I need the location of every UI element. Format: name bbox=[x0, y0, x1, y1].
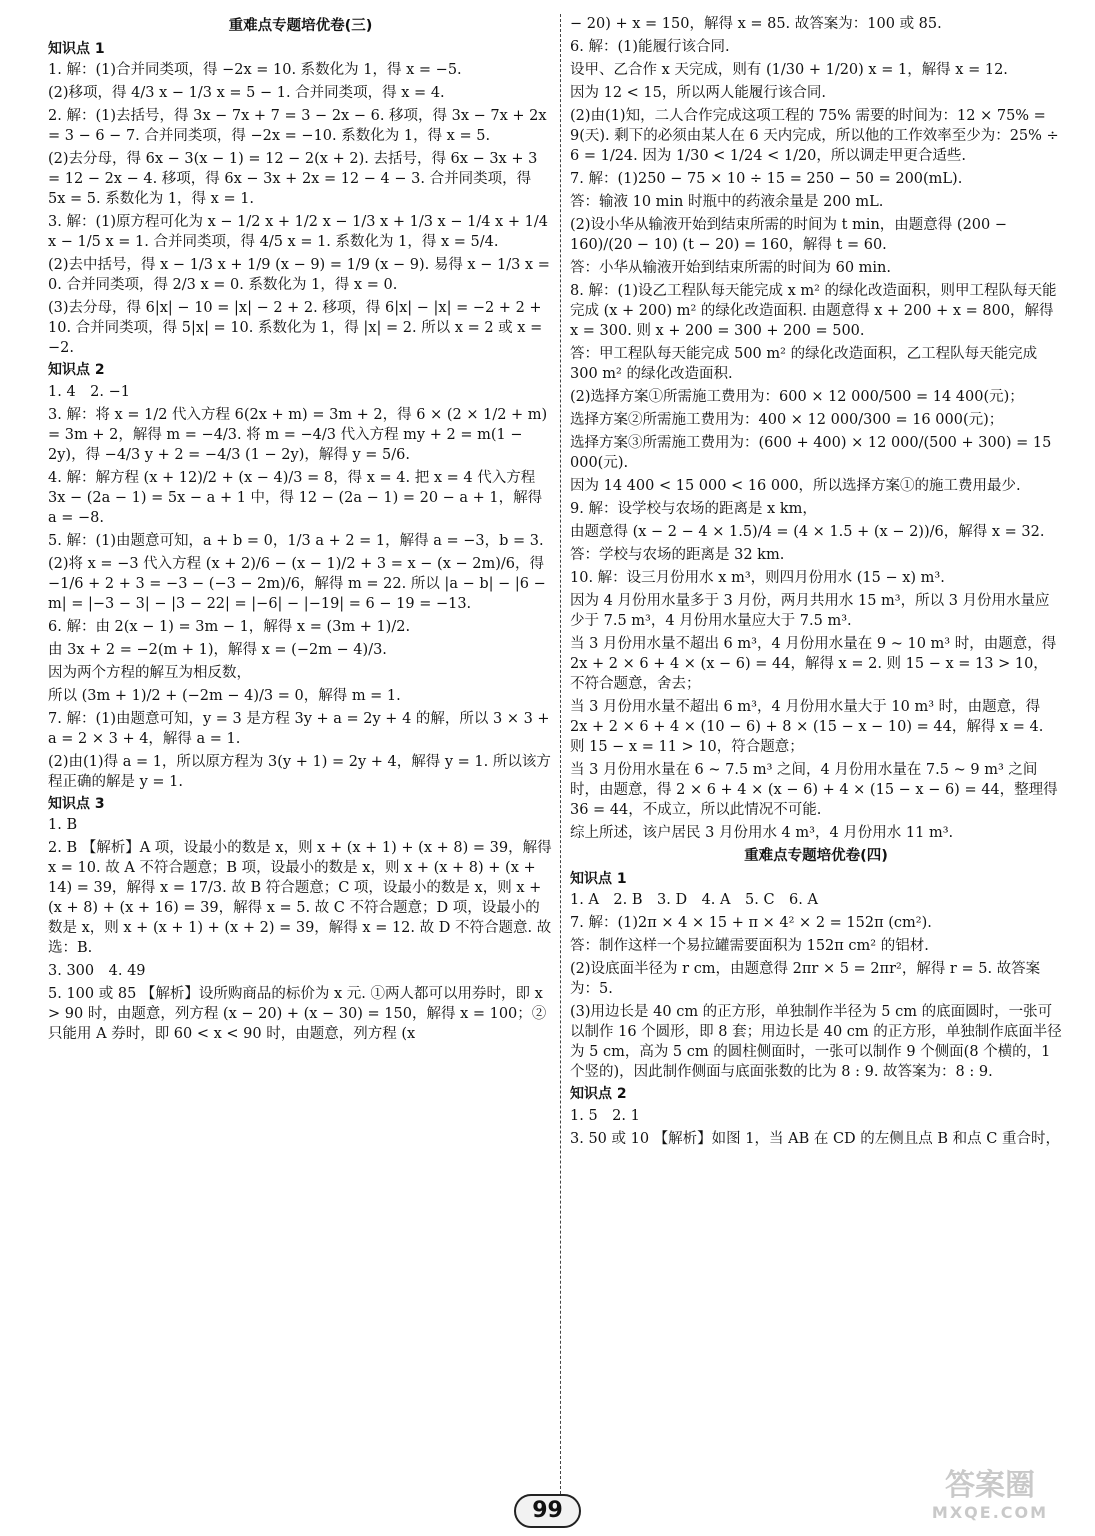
answer-line: 由 3x + 2 = −2(m + 1)，解得 x = (−2m − 4)/3. bbox=[48, 641, 387, 658]
answer-line: 选择方案②所需施工费用为：400 × 12 000/300 = 16 000(元)； bbox=[570, 412, 1004, 428]
answer-line: 因为两个方程的解互为相反数， bbox=[48, 664, 251, 681]
answer-line: 当 3 月份用水量不超出 6 m³，4 月份用水量在 9 ~ 10 m³ 时，由题意，得 2x + 2 × 6 + 4 × (x − 6) = 44，解得 x = 2. 则 15 − x = 13 > 10，不符合题意，舍去； bbox=[570, 636, 1061, 692]
answer-line: 3. 解：(1)原方程可化为 x − 1/2 x + 1/2 x − 1/3 x + 1/3 x − 1/4 x + 1/4 x − 1/5 x = 1. 合并同类项，得 4/5 x = 1. 系数化为 1，得 x = 5/4. bbox=[48, 214, 553, 251]
answer-line: 答：学校与农场的距离是 32 km. bbox=[570, 547, 785, 563]
answer-line: 8. 解：(1)设乙工程队每天能完成 x m² 的绿化改造面积，则甲工程队每天能完成 (x + 200) m² 的绿化改造面积. 由题意得 x + 200 + x = 800，解得 x = 300. 则 x + 200 = 300 + 200 = 500. bbox=[570, 283, 1059, 339]
answer-line: 1. B bbox=[48, 816, 78, 833]
answer-line: − 20) + x = 150，解得 x = 85. 故答案为：100 或 85. bbox=[570, 16, 942, 32]
answer-line: 因为 12 < 15，所以两人能履行该合同. bbox=[570, 85, 826, 101]
left-column bbox=[48, 14, 557, 1047]
right-column bbox=[570, 14, 1062, 1152]
answer-line: 因为 4 月份用水量多于 3 月份，两月共用水 15 m³，所以 3 月份用水量应少于 7.5 m³，4 月份用水量应大于 7.5 m³. bbox=[570, 593, 1050, 629]
section-title: 重难点专题培优卷(四) bbox=[744, 848, 888, 864]
answer-line: 当 3 月份用水量不超出 6 m³，4 月份用水量大于 10 m³ 时，由题意，得 2x + 2 × 6 + 4 × (10 − 6) + 8 × (15 − x − 10) = 44，解得 x = 4. 则 15 − x = 11 > 10，符合题意； bbox=[570, 699, 1048, 755]
answer-line: (2)设小华从输液开始到结束所需的时间为 t min，由题意得 (200 − 160)/(20 − 10) (t − 20) = 160，解得 t = 60. bbox=[570, 217, 1012, 253]
answer-line: 所以 (3m + 1)/2 + (−2m − 4)/3 = 0，解得 m = 1. bbox=[48, 687, 401, 704]
answer-line: 6. 解：(1)能履行该合同. bbox=[570, 39, 730, 55]
answer-line: (2)去中括号，得 x − 1/3 x + 1/9 (x − 9) = 1/9 (x − 9). 易得 x − 1/3 x = 0. 合并同类项，得 2/3 x = 0. 系数化为 1，得 x = 0. bbox=[48, 257, 555, 294]
answer-line: (2)由(1)知，二人合作完成这项工程的 75% 需要的时间为：12 × 75% = 9(天). 剩下的必须由某人在 6 天内完成，所以他的工作效率至少为：25% ÷ 6 = 1/24. 因为 1/30 < 1/24 < 1/20，所以调走甲更合适些. bbox=[570, 108, 1064, 164]
answer-line: 7. 解：(1)2π × 4 × 15 + π × 4² × 2 = 152π (cm²). bbox=[570, 915, 932, 932]
answer-line: (2)选择方案①所需施工费用为：600 × 12 000/500 = 14 400(元)； bbox=[570, 389, 1024, 405]
answer-line: (3)去分母，得 6|x| − 10 = |x| − 2 + 2. 移项，得 6|x| − |x| = −2 + 2 + 10. 合并同类项，得 5|x| = 10. 系数化为 1，得 |x| = 2. 所以 x = 2 或 x = −2. bbox=[48, 300, 547, 357]
knowledge-point-heading: 知识点 1 bbox=[570, 871, 627, 887]
answer-line: 10. 解：设三月份用水 x m³，则四月份用水 (15 − x) m³. bbox=[570, 570, 945, 586]
knowledge-point-heading: 知识点 3 bbox=[48, 795, 105, 812]
watermark-logo-text: 答案圈 bbox=[945, 1468, 1035, 1503]
answer-line: 5. 解：(1)由题意可知，a + b = 0，1/3 a + 2 = 1，解得 a = −3，b = 3. bbox=[48, 532, 544, 549]
answer-line: 答：小华从输液开始到结束所需的时间为 60 min. bbox=[570, 260, 892, 276]
answer-line: 3. 300 4. 49 bbox=[48, 962, 146, 979]
answer-line: 1. A 2. B 3. D 4. A 5. C 6. A bbox=[570, 892, 818, 909]
answer-line: (2)将 x = −3 代入方程 (x + 2)/6 − (x − 1)/2 + 3 = x − (x − 2m)/6，得 −1/6 + 2 + 3 = −3 − (−3 − 2m)/6，解得 m = 22. 所以 |a − b| − |6 − m| = |−3 − 3| − |3 − 22| = |−6| − |−19| = 6 − 19 = −13. bbox=[48, 555, 551, 612]
answer-line: 答：输液 10 min 时瓶中的药液余量是 200 mL. bbox=[570, 194, 884, 210]
answer-line: (2)移项，得 4/3 x − 1/3 x = 5 − 1. 合并同类项，得 x = 4. bbox=[48, 85, 445, 102]
watermark-logo bbox=[905, 1470, 1075, 1530]
column-divider bbox=[560, 14, 561, 1494]
watermark-url: MXQE.COM bbox=[931, 1503, 1049, 1522]
answer-line: 2. 解：(1)去括号，得 3x − 7x + 7 = 3 − 2x − 6. 移项，得 3x − 7x + 2x = 3 − 6 − 7. 合并同类项，得 −2x = −10. 系数化为 1，得 x = 5. bbox=[48, 108, 552, 145]
answer-line: 3. 解：将 x = 1/2 代入方程 6(2x + m) = 3m + 2，得 6 × (2 × 1/2 + m) = 3m + 2，解得 m = −4/3. 将 m = −4/3 代入方程 my + 2 = m(1 − 2y)，得 −4/3 y + 2 = −4/3 (1 − 2y)，解得 y = 5/6. bbox=[48, 406, 552, 463]
answer-line: (3)用边长是 40 cm 的正方形，单独制作半径为 5 cm 的底面圆时，一张可以制作 16 个圆形，即 8 套；用边长是 40 cm 的正方形，单独制作底面半径为 5 cm，高为 5 cm 的圆柱侧面时，一张可以制作 9 个侧面(8 个横的，1 个竖的)，因此制作侧面与底面张数的比为 8 : 9. 故答案为：8 : 9. bbox=[570, 1004, 1062, 1081]
knowledge-point-heading: 知识点 2 bbox=[570, 1086, 627, 1103]
answer-line: 7. 解：(1)由题意可知，y = 3 是方程 3y + a = 2y + 4 的解，所以 3 × 3 + a = 2 × 3 + 4，解得 a = 1. bbox=[48, 710, 555, 747]
answer-line: 9. 解：设学校与农场的距离是 x km， bbox=[570, 501, 817, 517]
answer-line: 因为 14 400 < 15 000 < 16 000，所以选择方案①的施工费用最少. bbox=[570, 478, 1021, 494]
answer-line: 2. B 【解析】A 项，设最小的数是 x，则 x + (x + 1) + (x + 8) = 39，解得 x = 10. 故 A 不符合题意；B 项，设最小的数是 x，则 x + (x + 8) + (x + 14) = 39，解得 x = 17/3. 故 B 符合题意；C 项，设最小的数是 x，则 x + (x + 8) + (x + 16) = 39，解得 x = 5. 故 C 不符合题意；D 项，设最小的数是 x，则 x + (x + 1) + (x + 2) = 39，解得 x = 12. 故 D 不符合题意. 故选：B. bbox=[48, 839, 557, 956]
answer-line: 1. 解：(1)合并同类项，得 −2x = 10. 系数化为 1，得 x = −5. bbox=[48, 62, 462, 79]
answer-line: 答：制作这样一个易拉罐需要面积为 152π cm² 的铝材. bbox=[570, 938, 929, 955]
answer-line: 1. 4 2. −1 bbox=[48, 383, 130, 400]
answer-line: 3. 50 或 10 【解析】如图 1，当 AB 在 CD 的左侧且点 B 和点 C 重合时， bbox=[570, 1130, 1060, 1147]
answer-line: 5. 100 或 85 【解析】设所购商品的标价为 x 元. ①两人都可以用券时，即 x > 90 时，由题意，列方程 (x − 20) + (x − 30) = 150，解得 x = 100；②只能用 A 券时，即 60 < x < 90 时，由题意，列方程 (x bbox=[48, 985, 548, 1042]
answer-line: 6. 解：由 2(x − 1) = 3m − 1，解得 x = (3m + 1)/2. bbox=[48, 618, 411, 635]
page-number-value: 99 bbox=[514, 1494, 581, 1528]
answer-line: (2)由(1)得 a = 1，所以原方程为 3(y + 1) = 2y + 4，解得 y = 1. 所以该方程正确的解是 y = 1. bbox=[48, 753, 551, 790]
answer-line: 答：甲工程队每天能完成 500 m² 的绿化改造面积，乙工程队每天能完成 300 m² 的绿化改造面积. bbox=[570, 346, 1042, 382]
answer-line: 由题意得 (x − 2 − 4 × 1.5)/4 = (4 × 1.5 + (x − 2))/6，解得 x = 32. bbox=[570, 524, 1045, 540]
answer-line: (2)设底面半径为 r cm，由题意得 2πr × 5 = 2πr²，解得 r = 5. 故答案为：5. bbox=[570, 961, 1041, 998]
answer-line: 7. 解：(1)250 − 75 × 10 ÷ 15 = 250 − 50 = 200(mL). bbox=[570, 171, 963, 187]
answer-line: 设甲、乙合作 x 天完成，则有 (1/30 + 1/20) x = 1，解得 x = 12. bbox=[570, 62, 1008, 78]
knowledge-point-heading: 知识点 2 bbox=[48, 362, 105, 379]
section-title: 重难点专题培优卷(三) bbox=[228, 18, 373, 34]
page-number bbox=[500, 1494, 595, 1528]
answer-line: (2)去分母，得 6x − 3(x − 1) = 12 − 2(x + 2). 去括号，得 6x − 3x + 3 = 12 − 2x − 4. 移项，得 6x − 3x + 2x = 12 − 4 − 3. 合并同类项，得 5x = 5. 系数化为 1，得 x = 1. bbox=[48, 151, 542, 208]
answer-line: 综上所述，该户居民 3 月份用水 4 m³，4 月份用水 11 m³. bbox=[570, 825, 954, 841]
answer-line: 选择方案③所需施工费用为：(600 + 400) × 12 000/(500 + 300) = 15 000(元). bbox=[570, 435, 1056, 471]
knowledge-point-heading: 知识点 1 bbox=[48, 41, 105, 57]
answer-line: 当 3 月份用水量在 6 ~ 7.5 m³ 之间，4 月份用水量在 7.5 ~ 9 m³ 之间时，由题意，得 2 × 6 + 4 × (x − 6) + 4 × (15 − x − 6) = 44，整理得 36 = 44，不成立，所以此情况不可能. bbox=[570, 762, 1063, 818]
answer-line: 4. 解：解方程 (x + 12)/2 + (x − 4)/3 = 8，得 x = 4. 把 x = 4 代入方程 3x − (2a − 1) = 5x − a + 1 中，得 12 − (2a − 1) = 20 − a + 1，解得 a = −8. bbox=[48, 469, 547, 526]
answer-line: 1. 5 2. 1 bbox=[570, 1107, 640, 1124]
